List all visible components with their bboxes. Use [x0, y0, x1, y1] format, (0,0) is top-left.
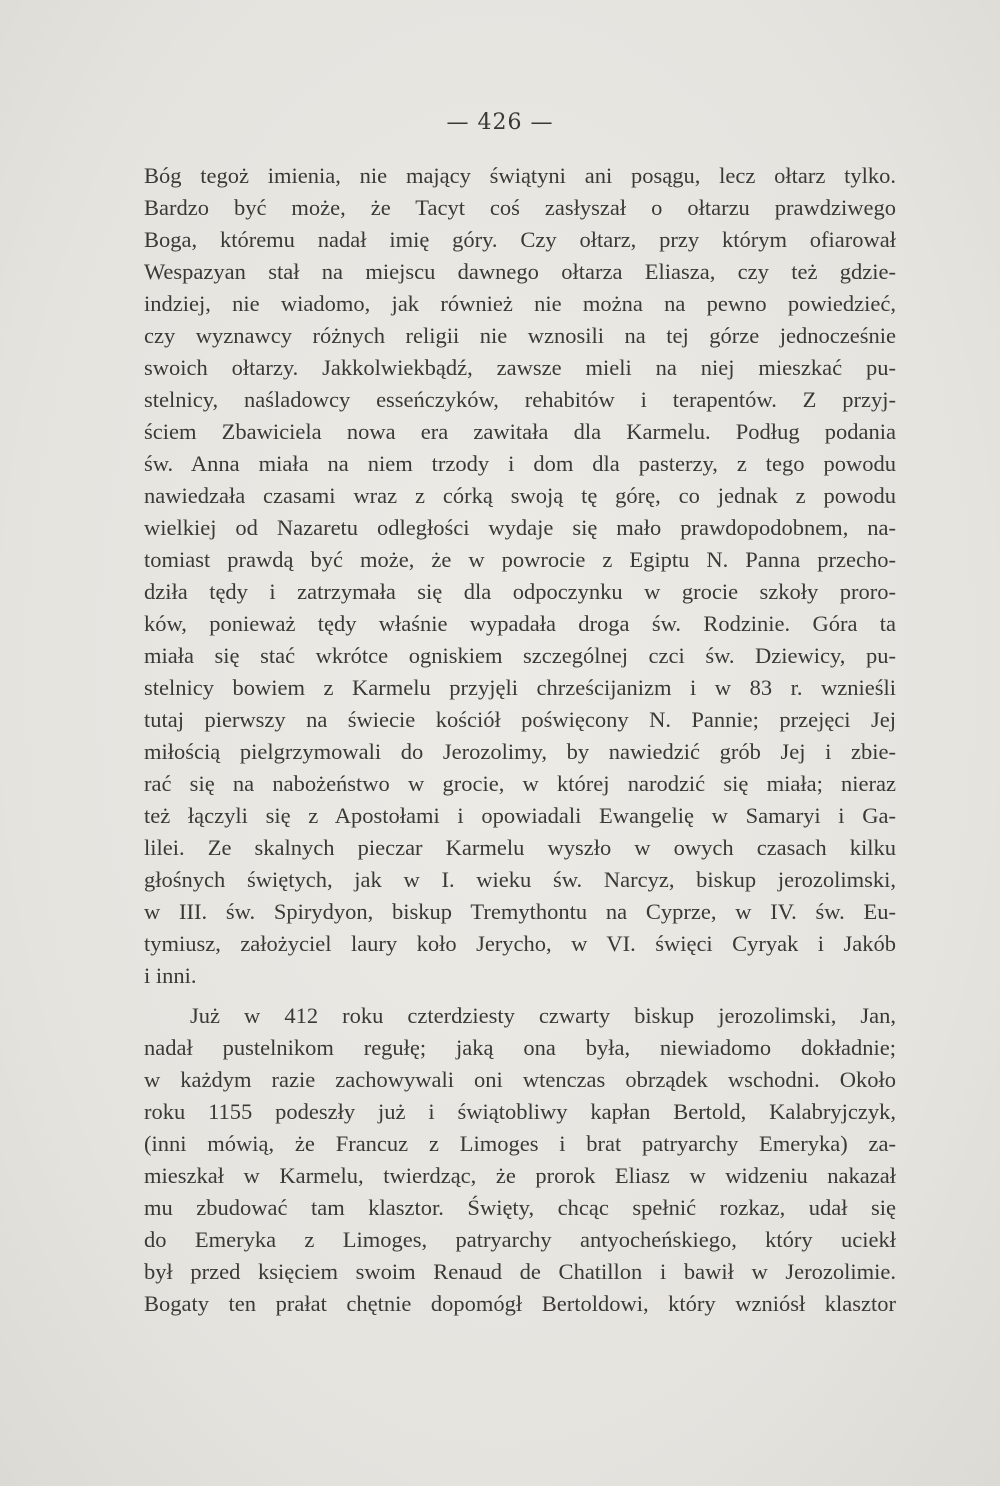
- text-line: roku 1155 podeszły już i świątobliwy kapłan Bertold, Kalabryjczyk,: [144, 1099, 896, 1124]
- text-line: nadał pustelnikom regułę; jaką ona była, niewiadomo dokładnie;: [144, 1035, 896, 1060]
- text-line: Bardzo być może, że Tacyt coś zasłyszał o ołtarzu prawdziwego: [144, 195, 896, 220]
- text-line: nawiedzała czasami wraz z córką swoją tę górę, co jednak z powodu: [144, 483, 896, 508]
- page-number: — 426 —: [446, 110, 554, 135]
- text-line: stelnicy bowiem z Karmelu przyjęli chrześcijanizm i w 83 r. wznieśli: [144, 675, 896, 700]
- text-line: wielkiej od Nazaretu odległości wydaje się mało prawdopodobnem, na-: [144, 515, 896, 540]
- text-line: Już w 412 roku czterdziesty czwarty biskup jerozolimski, Jan,: [190, 1003, 896, 1028]
- text-line: stelnicy, naśladowcy esseńczyków, rehabitów i terapentów. Z przyj-: [144, 387, 896, 412]
- text-line: do Emeryka z Limoges, patryarchy antyocheńskiego, który uciekł: [144, 1227, 896, 1252]
- text-line: tymiusz, założyciel laury koło Jerycho, w VI. święci Cyryak i Jakób: [144, 931, 896, 956]
- text-line: swoich ołtarzy. Jakkolwiekbądź, zawsze mieli na niej mieszkać pu-: [144, 355, 896, 380]
- text-line: św. Anna miała na niem trzody i dom dla pasterzy, z tego powodu: [144, 451, 896, 476]
- text-line: Bogaty ten prałat chętnie dopomógł Bertoldowi, który wzniósł klasztor: [144, 1291, 896, 1316]
- paragraph-gap: [144, 992, 896, 1000]
- text-line: Boga, któremu nadał imię góry. Czy ołtarz, przy którym ofiarował: [144, 227, 896, 252]
- paragraph-2: [144, 1000, 896, 1320]
- text-line: ków, ponieważ tędy właśnie wypadała droga św. Rodzinie. Góra ta: [144, 611, 896, 636]
- text-line: dziła tędy i zatrzymała się dla odpoczynku w grocie szkoły proro-: [144, 579, 896, 604]
- text-line: miała się stać wkrótce ogniskiem szczególnej czci św. Dziewicy, pu-: [144, 643, 896, 668]
- text-line: tutaj pierwszy na świecie kościół poświęcony N. Pannie; przejęci Jej: [144, 707, 896, 732]
- text-line: Wespazyan stał na miejscu dawnego ołtarza Eliasza, czy też gdzie-: [144, 259, 896, 284]
- paragraph-1: [144, 160, 896, 992]
- text-line: lilei. Ze skalnych pieczar Karmelu wyszło w owych czasach kilku: [144, 835, 896, 860]
- text-line: miłością pielgrzymowali do Jerozolimy, by nawiedzić grób Jej i zbie-: [144, 739, 896, 764]
- text-line: Bóg tegoż imienia, nie mający świątyni ani posągu, lecz ołtarz tylko.: [144, 163, 896, 188]
- text-line: i inni.: [144, 963, 197, 988]
- text-line: w każdym razie zachowywali oni wtenczas obrządek wschodni. Około: [144, 1067, 896, 1092]
- text-line: był przed księciem swoim Renaud de Chatillon i bawił w Jerozolimie.: [144, 1259, 896, 1284]
- text-line: rać się na nabożeństwo w grocie, w której narodzić się miała; nieraz: [144, 771, 896, 796]
- text-line: indziej, nie wiadomo, jak również nie można na pewno powiedzieć,: [144, 291, 896, 316]
- text-line: w III. św. Spirydyon, biskup Tremythontu na Cyprze, w IV. św. Eu-: [144, 899, 896, 924]
- text-line: mieszkał w Karmelu, twierdząc, że prorok Eliasz w widzeniu nakazał: [144, 1163, 896, 1188]
- text-line: ściem Zbawiciela nowa era zawitała dla Karmelu. Podług podania: [144, 419, 896, 444]
- text-line: (inni mówią, że Francuz z Limoges i brat patryarchy Emeryka) za-: [144, 1131, 896, 1156]
- text-line: głośnych świętych, jak w I. wieku św. Narcyz, biskup jerozolimski,: [144, 867, 896, 892]
- body-text: [144, 160, 896, 1320]
- text-line: tomiast prawdą być może, że w powrocie z Egiptu N. Panna przecho-: [144, 547, 896, 572]
- text-line: mu zbudować tam klasztor. Święty, chcąc spełnić rozkaz, udał się: [144, 1195, 896, 1220]
- text-line: też łączyli się z Apostołami i opowiadali Ewangelię w Samaryi i Ga-: [144, 803, 896, 828]
- text-line: czy wyznawcy różnych religii nie wznosili na tej górze jednocześnie: [144, 323, 896, 348]
